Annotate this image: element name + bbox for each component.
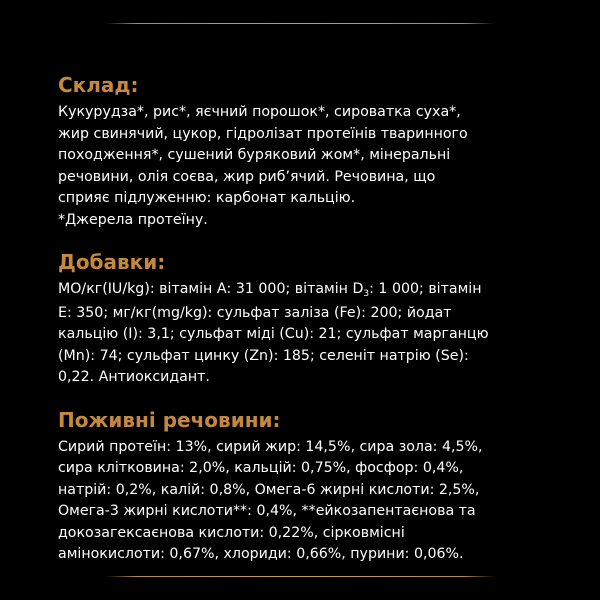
composition-footnote: *Джерела протеїну. [58,211,208,228]
nutrients-section [58,407,558,566]
top-divider [105,23,495,24]
additives-line: 0,22. Антиоксидант. [58,369,210,385]
nutrients-heading: Поживні речовини: [58,407,281,432]
composition-line: жир свинячий, цукор, гідролізат протеїнів тваринного [58,125,468,142]
additives-line: (Mn): 74; сульфат цинку (Zn): 185; селеніт натрію (Se): [58,347,469,364]
nutrients-line: натрій: 0,2%, калій: 0,8%, Омега-6 жирні кислоти: 2,5%, [58,481,480,498]
label-content [58,72,558,584]
composition-heading: Склад: [58,73,139,97]
additives-line-text: МО/кг(IU/kg): вітамін А: 31 000; вітамін D [58,281,364,297]
additives-line-text: : 1 000; вітамін [369,281,482,297]
composition-section [58,72,558,231]
nutrients-line: амінокислоти: 0,67%, хлориди: 0,66%, пурини: 0,06%. [58,546,464,562]
additives-line: кальцію (I): 3,1; сульфат міді (Cu): 21; сульфат марганцю [58,326,489,342]
nutrients-line: Сирий протеїн: 13%, сирий жир: 14,5%, сира зола: 4,5%, [58,438,483,455]
composition-line: сприяє підлуженню: карбонат кальцію. [58,190,356,206]
additives-section [58,249,558,389]
composition-line: речовини, олія соєва, жир риб’ячий. Речовина, що [58,168,436,185]
additives-line [58,279,558,303]
composition-line: походження*, сушений буряковий жом*, мінеральні [58,147,451,163]
composition-line: Кукурудза*, рис*, яєчний порошок*, сироватка суха*, [58,104,461,120]
additives-line: Е: 350; мг/кг(mg/kg): сульфат заліза (Fe): 200; йодат [58,304,452,321]
nutrients-line: сира клітковина: 2,0%, кальцій: 0,75%, фосфор: 0,4%, [58,460,464,476]
nutrients-line: Омега-3 жирні кислоти**: 0,4%, **ейкозапентаєнова та [58,503,476,519]
subscript: 3 [363,289,370,299]
bottom-divider [105,576,495,577]
nutrients-line: докозагексаєнова кислоти: 0,22%, сірковмісні [58,524,405,541]
additives-heading: Добавки: [58,250,166,274]
